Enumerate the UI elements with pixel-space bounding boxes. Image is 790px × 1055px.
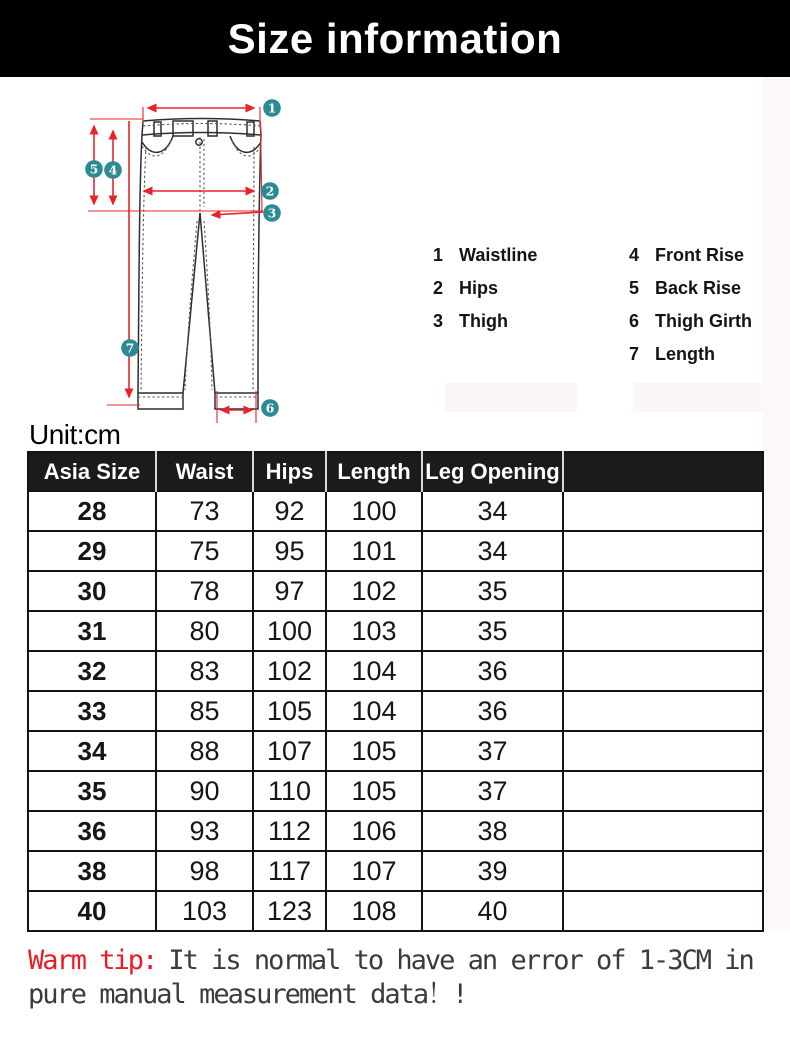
table-row xyxy=(28,651,763,691)
legend-item-number: 3 xyxy=(433,311,444,331)
table-cell xyxy=(563,731,763,771)
table-cell: 102 xyxy=(253,651,326,691)
table-cell-size: 29 xyxy=(28,531,156,571)
table-cell xyxy=(563,691,763,731)
table-cell: 102 xyxy=(326,571,422,611)
svg-text:1: 1 xyxy=(267,100,277,116)
legend-item-number: 4 xyxy=(629,245,640,265)
table-cell: 80 xyxy=(156,611,253,651)
table-cell: 34 xyxy=(422,531,563,571)
table-header-row xyxy=(28,452,763,491)
legend-item xyxy=(629,272,752,305)
table-row xyxy=(28,491,763,531)
table-cell: 90 xyxy=(156,771,253,811)
warm-tip xyxy=(28,944,780,1012)
legend-item-number: 2 xyxy=(433,278,444,298)
table-cell: 37 xyxy=(422,731,563,771)
table-cell: 105 xyxy=(326,731,422,771)
marker-badge-6 xyxy=(261,399,279,417)
table-cell: 103 xyxy=(326,611,422,651)
table-cell: 104 xyxy=(326,651,422,691)
warm-tip-line-1 xyxy=(28,944,780,978)
legend-item-number: 7 xyxy=(629,344,640,364)
table-cell xyxy=(563,611,763,651)
table-cell: 35 xyxy=(422,571,563,611)
table-header-cell: Length xyxy=(326,452,422,491)
table-cell: 88 xyxy=(156,731,253,771)
page-title: Size information xyxy=(227,14,563,62)
table-cell: 103 xyxy=(156,891,253,931)
table-cell: 83 xyxy=(156,651,253,691)
faint-watermark-box xyxy=(445,383,577,412)
table-row xyxy=(28,771,763,811)
legend-item xyxy=(629,239,752,272)
table-cell-size: 40 xyxy=(28,891,156,931)
table-cell: 36 xyxy=(422,651,563,691)
svg-text:6: 6 xyxy=(265,400,275,416)
table-cell: 35 xyxy=(422,611,563,651)
legend-item-label: Front Rise xyxy=(655,245,745,265)
table-row xyxy=(28,691,763,731)
pants-measurement-diagram xyxy=(60,85,300,425)
table-header-cell: Hips xyxy=(253,452,326,491)
legend-item-label: Hips xyxy=(459,278,499,298)
legend-item-label: Thigh xyxy=(459,311,508,331)
table-cell-size: 33 xyxy=(28,691,156,731)
table-cell: 93 xyxy=(156,811,253,851)
legend-item-label: Thigh Girth xyxy=(655,311,752,331)
table-cell: 106 xyxy=(326,811,422,851)
table-header-cell: Asia Size xyxy=(28,452,156,491)
svg-text:3: 3 xyxy=(267,205,277,221)
legend-item xyxy=(433,239,537,272)
table-cell: 112 xyxy=(253,811,326,851)
table-cell: 75 xyxy=(156,531,253,571)
warm-tip-label: Warm tip: xyxy=(28,945,157,976)
legend-item-number: 6 xyxy=(629,311,640,331)
svg-text:7: 7 xyxy=(125,340,135,356)
marker-badge-5 xyxy=(85,160,103,178)
table-cell-size: 35 xyxy=(28,771,156,811)
table-cell xyxy=(563,891,763,931)
legend-item-label: Waistline xyxy=(459,245,538,265)
measurement-arrows xyxy=(88,107,263,423)
table-cell xyxy=(563,571,763,611)
background-strip xyxy=(763,77,790,930)
table-header-cell xyxy=(563,452,763,491)
pants-stitching xyxy=(138,124,261,398)
size-table xyxy=(27,451,764,932)
table-cell: 37 xyxy=(422,771,563,811)
table-cell: 34 xyxy=(422,491,563,531)
table-row xyxy=(28,811,763,851)
svg-text:2: 2 xyxy=(265,183,275,199)
marker-badge-3 xyxy=(263,204,281,222)
table-cell: 78 xyxy=(156,571,253,611)
table-row xyxy=(28,531,763,571)
table-row xyxy=(28,851,763,891)
table-row xyxy=(28,571,763,611)
legend-item-number: 5 xyxy=(629,278,640,298)
table-cell xyxy=(563,651,763,691)
table-cell: 107 xyxy=(326,851,422,891)
table-cell-size: 30 xyxy=(28,571,156,611)
marker-badge-4 xyxy=(104,161,122,179)
table-cell-size: 31 xyxy=(28,611,156,651)
table-cell: 108 xyxy=(326,891,422,931)
table-cell xyxy=(563,851,763,891)
unit-label: Unit:cm xyxy=(29,419,121,450)
table-cell xyxy=(563,531,763,571)
table-cell: 104 xyxy=(326,691,422,731)
legend-item-label: Back Rise xyxy=(655,278,742,298)
legend-item xyxy=(433,305,537,338)
table-cell: 107 xyxy=(253,731,326,771)
legend-item xyxy=(629,338,752,371)
svg-text:4: 4 xyxy=(108,162,118,178)
table-cell: 117 xyxy=(253,851,326,891)
table-row xyxy=(28,611,763,651)
marker-badge-1 xyxy=(263,99,281,117)
title-bar xyxy=(0,0,790,77)
legend-item xyxy=(629,305,752,338)
marker-badge-2 xyxy=(261,182,279,200)
table-cell: 123 xyxy=(253,891,326,931)
table-cell: 92 xyxy=(253,491,326,531)
legend-column-left xyxy=(433,239,537,338)
table-cell-size: 32 xyxy=(28,651,156,691)
table-header-cell: Leg Opening xyxy=(422,452,563,491)
legend-column-right xyxy=(629,239,752,371)
table-header-cell: Waist xyxy=(156,452,253,491)
svg-text:5: 5 xyxy=(89,161,99,177)
table-row xyxy=(28,891,763,931)
table-cell: 39 xyxy=(422,851,563,891)
table-cell-size: 34 xyxy=(28,731,156,771)
table-cell: 36 xyxy=(422,691,563,731)
table-cell: 110 xyxy=(253,771,326,811)
marker-badges xyxy=(85,99,281,417)
table-cell-size: 38 xyxy=(28,851,156,891)
table-cell: 38 xyxy=(422,811,563,851)
table-cell: 40 xyxy=(422,891,563,931)
table-cell xyxy=(563,811,763,851)
warm-tip-text-1: It is normal to have an error of 1-3CM in xyxy=(168,945,753,976)
faint-watermark-box xyxy=(633,383,765,412)
table-cell: 73 xyxy=(156,491,253,531)
table-cell: 95 xyxy=(253,531,326,571)
table-cell xyxy=(563,771,763,811)
table-cell: 105 xyxy=(253,691,326,731)
table-cell: 105 xyxy=(326,771,422,811)
table-cell xyxy=(563,491,763,531)
table-cell: 100 xyxy=(326,491,422,531)
warm-tip-line-2: pure manual measurement data！! xyxy=(28,979,467,1010)
table-cell-size: 36 xyxy=(28,811,156,851)
table-cell: 100 xyxy=(253,611,326,651)
marker-badge-7 xyxy=(121,339,139,357)
table-row xyxy=(28,731,763,771)
legend-item xyxy=(433,272,537,305)
table-cell-size: 28 xyxy=(28,491,156,531)
legend-item-number: 1 xyxy=(433,245,444,265)
table-cell: 101 xyxy=(326,531,422,571)
table-cell: 98 xyxy=(156,851,253,891)
table-cell: 97 xyxy=(253,571,326,611)
table-cell: 85 xyxy=(156,691,253,731)
legend-item-label: Length xyxy=(655,344,715,364)
